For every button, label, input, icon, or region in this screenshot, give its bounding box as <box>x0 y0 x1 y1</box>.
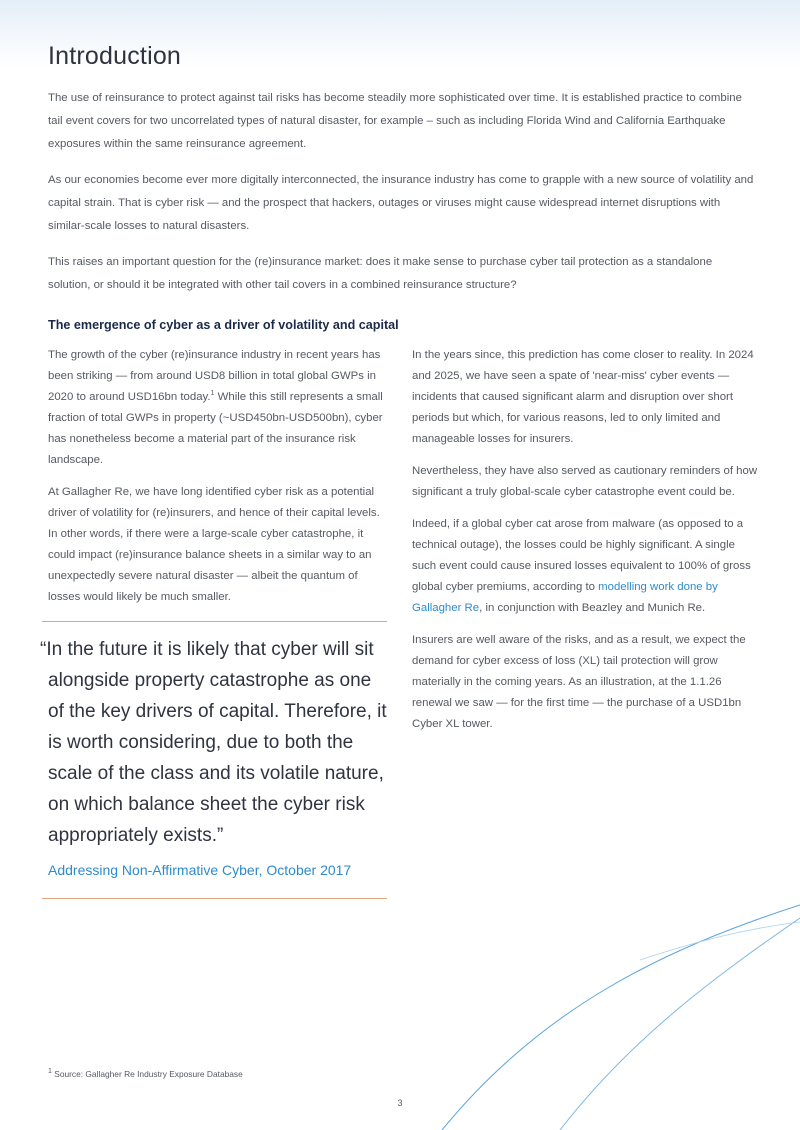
right-paragraph-4: Insurers are well aware of the risks, and as a result, we expect the demand for cyber excess of loss (XL) tail protection will grow materially in the coming years. As an illustration, at the 1.1.26 renewal we saw — for the first time — the purchase of a USD1bn Cyber XL tower. <box>412 634 746 730</box>
right-paragraph-3 <box>412 514 760 619</box>
right-paragraph-3-text-b: , in conjunction with Beazley and Munich Re. <box>479 602 706 614</box>
page-number: 3 <box>397 1098 403 1108</box>
pull-quote-source: Addressing Non-Affirmative Cyber, October 2017 <box>48 862 352 878</box>
left-column <box>48 345 384 619</box>
intro-paragraph-2: As our economies become ever more digitally interconnected, the insurance industry has come to grapple with a new source of volatility and capital strain. That is cyber risk — and the prospect that hackers, outages or viruses might cause widespread internet disruptions with similar-scale losses to natural disasters. <box>48 174 754 232</box>
right-paragraph-1: In the years since, this prediction has come closer to reality. In 2024 and 2025, we have seen a spate of 'near-miss' cyber events — incidents that caused significant alarm and disruption over short periods but which, for various reasons, led to only limited and manageable losses for insurers. <box>412 349 754 445</box>
left-paragraph-1 <box>48 345 384 471</box>
intro-paragraph-3: This raises an important question for the (re)insurance market: does it make sense to purchase cyber tail protection as a standalone solution, or should it be integrated with other tail covers in a combined reinsurance structure? <box>48 256 713 291</box>
right-column <box>412 345 760 746</box>
left-paragraph-1-text-b: While this still represents a small fraction of total GWPs in property (~USD450bn-USD500bn), cyber has nonetheless become a material part of the insurance risk landscape. <box>48 391 383 466</box>
footnote-reference: 1 <box>210 390 215 398</box>
intro-body <box>48 87 756 310</box>
right-paragraph-2: Nevertheless, they have also served as cautionary reminders of how significant a truly global-scale cyber catastrophe event could be. <box>412 465 758 498</box>
intro-paragraph-1: The use of reinsurance to protect against tail risks has become steadily more sophisticated over time. It is established practice to combine tail event covers for two uncorrelated types of natural disaster, for example – such as including Florida Wind and California Earthquake exposures within the same reinsurance agreement. <box>48 92 742 150</box>
left-paragraph-2: At Gallagher Re, we have long identified cyber risk as a potential driver of volatility for (re)insurers, and hence of their capital levels. In other words, if there were a large-scale cyber catastrophe, it could impact (re)insurance balance sheets in a similar way to an unexpectedly severe natural disaster — albeit the quantum of losses would likely be much smaller. <box>48 486 380 603</box>
left-paragraph-1-text-a: The growth of the cyber (re)insurance industry in recent years has been striking — from around USD8 billion in total global GWPs in 2020 to around USD16bn today. <box>48 349 381 403</box>
modelling-work-link[interactable]: modelling work done by Gallagher Re <box>412 581 718 614</box>
footnote-text: Source: Gallagher Re Industry Exposure Database <box>51 1069 243 1079</box>
pull-quote <box>42 621 387 899</box>
footnote-marker: 1 <box>48 1068 52 1076</box>
section-heading: The emergence of cyber as a driver of volatility and capital <box>48 318 399 332</box>
footnote <box>48 1069 243 1079</box>
intro-heading: Introduction <box>48 42 182 70</box>
right-paragraph-3-text-a: Indeed, if a global cyber cat arose from malware (as opposed to a technical outage), the losses could be highly significant. A single such event could cause insured losses equivalent to 100% of gross global cyber premiums, according to <box>412 518 751 593</box>
pull-quote-text: “In the future it is likely that cyber will sit alongside property catastrophe as one of the key drivers of capital. Therefore, it is worth considering, due to both the scale of the class and its volatile nature, on which balance sheet the cyber risk appropriately exists.” <box>40 639 387 846</box>
